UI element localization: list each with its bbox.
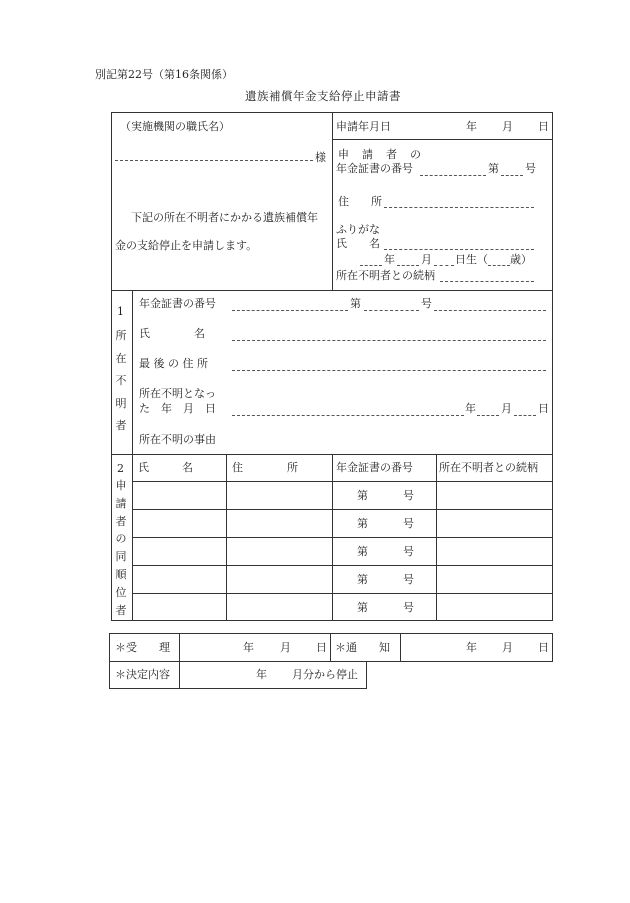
became-missing-month-field[interactable] <box>477 415 499 416</box>
date-day: 日 <box>538 120 549 133</box>
row-dai: 第 <box>357 545 368 558</box>
row-dai: 第 <box>357 573 368 586</box>
furigana-label: ふりがな <box>336 223 380 236</box>
agency-name-field[interactable] <box>115 160 313 161</box>
became-missing-month: 月 <box>501 402 512 415</box>
became-missing-label-2: た 年 月 日 <box>139 402 216 415</box>
missing-cert-label: 年金証書の番号 <box>139 297 216 310</box>
decision-year: 年 <box>256 668 267 681</box>
notice-month: 月 <box>502 641 513 654</box>
missing-cert-tail <box>434 310 546 311</box>
became-missing-day: 日 <box>538 402 549 415</box>
receipt-day: 日 <box>316 641 327 654</box>
section1-number: 1 <box>117 305 124 318</box>
row-go: 号 <box>403 573 414 586</box>
notice-year: 年 <box>466 641 477 654</box>
birth-day-field[interactable] <box>434 265 454 266</box>
form-title: 遺族補償年金支給停止申請書 <box>245 89 401 103</box>
birth-month-field[interactable] <box>397 265 419 266</box>
applicant-name-label: 氏 名 <box>336 237 380 250</box>
receipt-month: 月 <box>280 641 291 654</box>
section2-number: 2 <box>117 462 124 475</box>
statement-line-1: 下記の所在不明者にかかる遺族補償年 <box>131 211 318 224</box>
date-month: 月 <box>502 120 513 133</box>
row-go: 号 <box>403 545 414 558</box>
missing-cert-field[interactable] <box>232 310 348 311</box>
decision-stop-from: 月分から停止 <box>292 668 358 681</box>
decision-label: ＊決定内容 <box>115 668 170 681</box>
relation-label: 所在不明者との続柄 <box>336 269 435 282</box>
applicant-cert-field[interactable] <box>420 175 486 176</box>
applicant-cert-dai: 第 <box>488 162 499 175</box>
age-field[interactable] <box>488 265 510 266</box>
notice-day: 日 <box>538 641 549 654</box>
missing-cert-dai: 第 <box>350 297 361 310</box>
row-go: 号 <box>403 517 414 530</box>
became-missing-date-field[interactable] <box>232 415 464 416</box>
row-go: 号 <box>403 489 414 502</box>
applicant-cert-go: 号 <box>525 162 536 175</box>
applicant-cert-no-field[interactable] <box>501 175 523 176</box>
birth-month: 月 <box>421 253 432 266</box>
birth-day: 日生（ <box>455 253 488 266</box>
relation-field[interactable] <box>440 281 534 282</box>
col-header-address: 住 所 <box>232 461 298 474</box>
missing-reason-label: 所在不明の事由 <box>139 433 216 446</box>
age-suffix: 歳） <box>510 253 532 266</box>
col-header-cert: 年金証書の番号 <box>336 461 413 474</box>
row-go: 号 <box>403 601 414 614</box>
section1-title: 所 在 不 明 者 <box>115 329 127 432</box>
became-missing-year: 年 <box>465 402 476 415</box>
notice-label: ＊通 知 <box>335 641 390 654</box>
receipt-year: 年 <box>243 641 254 654</box>
date-year: 年 <box>466 120 477 133</box>
applicant-address-label: 住 所 <box>338 195 382 208</box>
applicant-cert-label: 年金証書の番号 <box>336 162 413 175</box>
became-missing-label-1: 所在不明となっ <box>139 387 216 400</box>
row-dai: 第 <box>357 601 368 614</box>
missing-name-field[interactable] <box>232 340 546 341</box>
missing-address-field[interactable] <box>232 370 546 371</box>
missing-name-label: 氏 名 <box>139 327 205 340</box>
col-header-name: 氏 名 <box>138 461 193 474</box>
row-dai: 第 <box>357 489 368 502</box>
receipt-label: ＊受 理 <box>115 641 170 654</box>
missing-cert-go: 号 <box>421 297 432 310</box>
applicant-address-field[interactable] <box>384 207 534 208</box>
col-header-relation: 所在不明者との続柄 <box>439 461 538 474</box>
birth-year: 年 <box>384 253 395 266</box>
date-label: 申請年月日 <box>336 120 391 133</box>
missing-address-label: 最 後 の 住 所 <box>139 357 208 370</box>
form-reference: 別記第22号（第16条関係） <box>95 68 233 81</box>
applicant-name-field[interactable] <box>384 249 534 250</box>
applicant-label: 申 請 者 の <box>338 148 422 161</box>
sama-suffix: 様 <box>315 151 326 164</box>
row-dai: 第 <box>357 517 368 530</box>
section2-title: 申 請 者 の 同 順 位 者 <box>115 479 127 617</box>
became-missing-day-field[interactable] <box>514 415 536 416</box>
agency-label: （実施機関の職氏名） <box>120 120 230 133</box>
birth-year-field[interactable] <box>360 265 382 266</box>
statement-line-2: 金の支給停止を申請します。 <box>115 239 258 252</box>
missing-cert-no-field[interactable] <box>364 310 419 311</box>
